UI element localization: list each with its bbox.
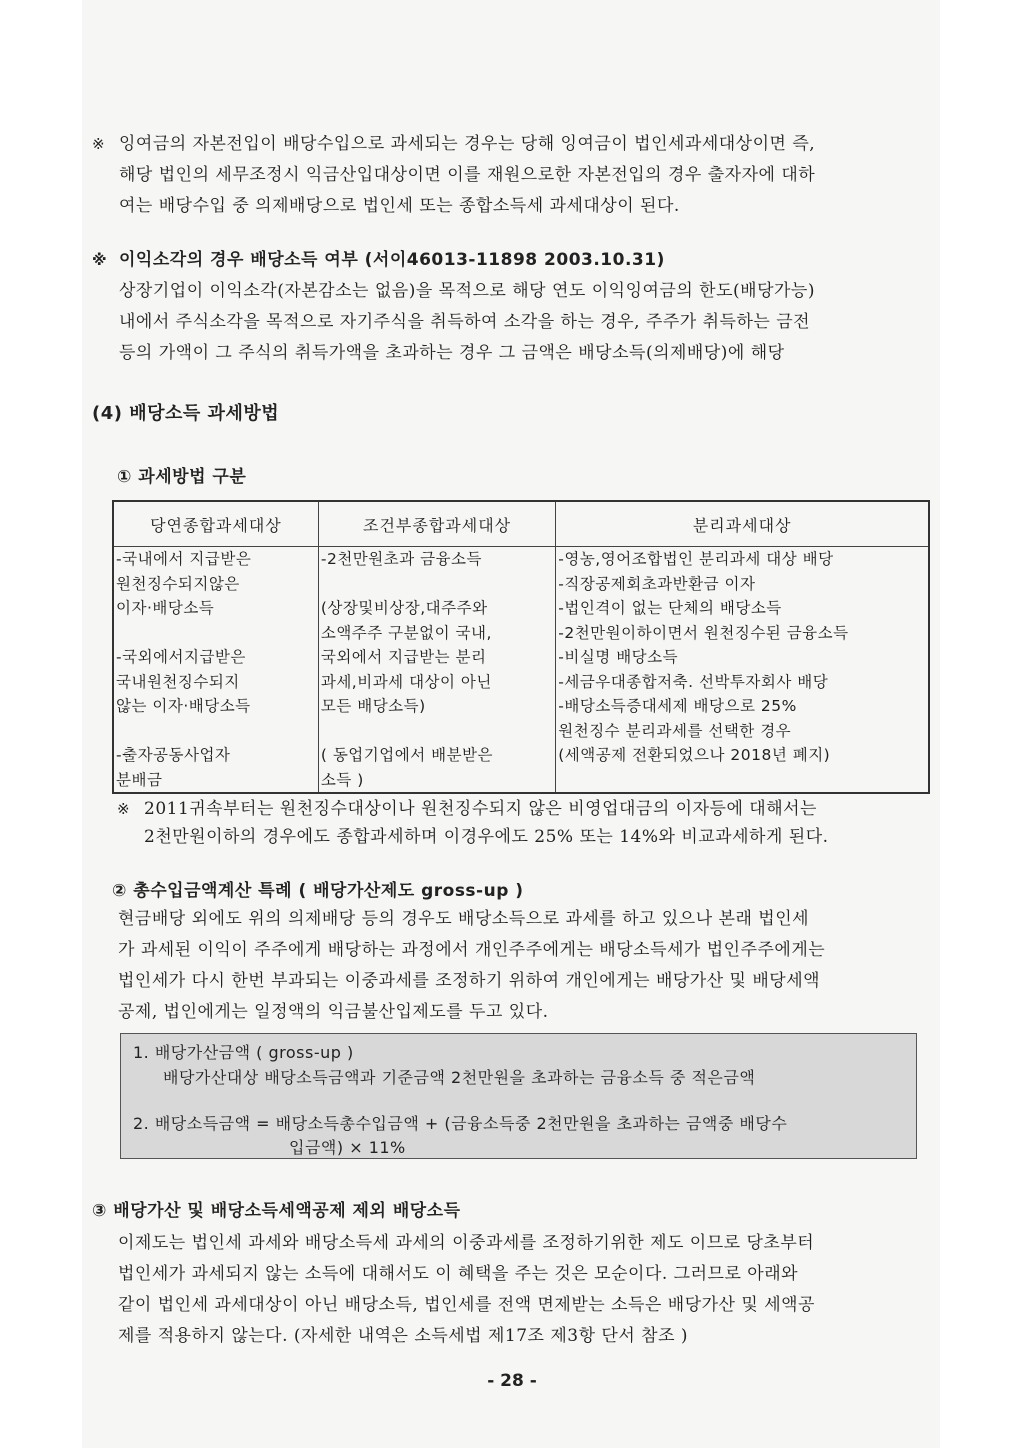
cell-line: 국내원천징수되지 [116, 672, 240, 691]
cell-line: -2천만원이하이면서 원천징수된 금융소득 [558, 623, 849, 642]
cell-line: (상장및비상장,대주주와 [320, 599, 488, 617]
exclusion-paragraph [118, 1228, 938, 1352]
note-line: 여는 배당수입 중 의제배당으로 법인세 또는 종합소득세 과세대상이 된다. [119, 196, 680, 216]
formula-box [120, 1033, 917, 1159]
table-header-cell: 당연종합과세대상 [113, 501, 318, 547]
note-line: 2천만원이하의 경우에도 종합과세하며 이경우에도 25% 또는 14%와 비교과세하게 된다. [144, 827, 829, 847]
paragraph-line: 공제, 법인에게는 일정액의 익금불산입제도를 두고 있다. [118, 1002, 549, 1022]
cell-line: 국외에서 지급받는 분리 [320, 648, 487, 666]
table-header-row [113, 501, 929, 547]
cell-line: -배당소득증대세제 배당으로 25% [558, 697, 797, 715]
cell-line [116, 719, 316, 744]
note-title: 이익소각의 경우 배당소득 여부 (서이46013-11898 2003.10.31) [119, 250, 665, 270]
cell-line: 않는 이자·배당소득 [116, 697, 251, 715]
cell-line [558, 768, 926, 793]
note-line: 내에서 주식소각을 목적으로 자기주식을 취득하여 소각을 하는 경우, 주주가 취득하는 금전 [119, 312, 811, 332]
cell-line: (세액공제 전환되었으나 2018년 폐지) [558, 746, 831, 764]
cell-line: -비실명 배당소득 [558, 648, 679, 666]
taxation-method-table [112, 500, 930, 794]
formula-line: 배당가산대상 배당소득금액과 기준금액 2천만원을 초과하는 금융소득 중 적은금액 [163, 1068, 756, 1087]
note-line: 등의 가액이 그 주식의 취득가액을 초과하는 경우 그 금액은 배당소득(의제배당)에 해당 [119, 343, 785, 363]
note-2011-attribution [117, 795, 937, 851]
cell-line: 이자·배당소득 [116, 599, 215, 617]
cell-line: 과세,비과세 대상이 아닌 [320, 672, 492, 691]
paragraph-line: 제를 적용하지 않는다. (자세한 내역은 소득세법 제17조 제3항 단서 참조 ) [118, 1326, 689, 1346]
paragraph-line: 법인세가 다시 한번 부과되는 이중과세를 조정하기 위하여 개인에게는 배당가산 및 배당세액 [118, 971, 821, 991]
cell-line: -2천만원초과 금융소득 [320, 550, 482, 568]
paragraph-line: 법인세가 과세되지 않는 소득에 대해서도 이 혜택을 주는 것은 모순이다. 그러므로 아래와 [118, 1264, 799, 1284]
cell-line [321, 719, 553, 744]
note-line: 해당 법인의 세무조정시 익금산입대상이면 이를 재원으로한 자본전입의 경우 출자자에 대하 [119, 165, 816, 185]
subsection-heading [112, 876, 962, 901]
reference-mark-icon: ※ [92, 135, 106, 153]
section-heading [92, 399, 942, 425]
subsection-heading [92, 1196, 942, 1221]
note-retained-earnings [92, 129, 942, 222]
paragraph-line: 이제도는 법인세 과세와 배당소득세 과세의 이중과세를 조정하기위한 제도 이므로 당초부터 [118, 1233, 815, 1253]
table-cell-separate [556, 547, 929, 794]
table-header-cell: 분리과세대상 [556, 501, 929, 547]
cell-line: 분배금 [116, 770, 163, 789]
note-line: 상장기업이 이익소각(자본감소는 없음)을 목적으로 해당 연도 이익잉여금의 한도(배당가능) [119, 281, 815, 301]
cell-line: 모든 배당소득) [320, 697, 426, 715]
cell-line [116, 621, 316, 646]
table-row [113, 547, 929, 794]
cell-line: 소득 ) [320, 770, 364, 789]
note-line: 잉여금의 자본전입이 배당수입으로 과세되는 경우는 당해 잉여금이 법인세과세대상이면 즉, [119, 134, 816, 154]
paragraph-line: 현금배당 외에도 위의 의제배당 등의 경우도 배당소득으로 과세를 하고 있으나 본래 법인세 [118, 909, 810, 929]
subsection-title: ② 총수입금액계산 특례 ( 배당가산제도 gross-up ) [112, 881, 524, 901]
formula-line: 1. 배당가산금액 ( gross-up ) [133, 1043, 354, 1062]
cell-line: -영농,영어조합법인 분리과세 대상 배당 [558, 550, 834, 568]
reference-mark-icon: ※ [92, 251, 108, 269]
page-number: - 28 - [487, 1371, 537, 1391]
gross-up-paragraph [118, 904, 938, 1028]
table-cell-mandatory [113, 547, 318, 794]
cell-line: ( 동업기업에서 배분받은 [320, 746, 493, 764]
cell-line: -출자공동사업자 [116, 746, 231, 764]
section-title: (4) 배당소득 과세방법 [92, 403, 280, 424]
cell-line: -국내에서 지급받은 [116, 550, 252, 568]
table-cell-conditional [318, 547, 555, 794]
note-profit-retirement [92, 245, 942, 369]
paragraph-line: 가 과세된 이익이 주주에게 배당하는 과정에서 개인주주에게는 배당소득세가 법인주주에게는 [118, 940, 826, 960]
paragraph-line: 같이 법인세 과세대상이 아닌 배당소득, 법인세를 전액 면제받는 소득은 배당가산 및 세액공 [118, 1295, 815, 1315]
formula-line: 2. 배당소득금액 = 배당소득총수입금액 + (금융소득중 2천만원을 초과하는 금액중 배당수 [133, 1114, 788, 1133]
cell-line [321, 572, 553, 597]
note-line: 2011귀속부터는 원천징수대상이나 원천징수되지 않은 비영업대금의 이자등에 대해서는 [144, 799, 817, 819]
cell-line: 원천징수되지않은 [116, 574, 240, 593]
subsection-heading [117, 462, 967, 487]
cell-line: 소액주주 구분없이 국내, [320, 623, 492, 642]
subsection-title: ① 과세방법 구분 [117, 467, 247, 487]
formula-line: 입금액) × 11% [289, 1138, 406, 1157]
table-header-cell: 조건부종합과세대상 [318, 501, 555, 547]
reference-mark-icon: ※ [117, 800, 131, 818]
cell-line: -직장공제회초과반환금 이자 [558, 574, 756, 593]
subsection-title: ③ 배당가산 및 배당소득세액공제 제외 배당소득 [92, 1201, 461, 1221]
cell-line: -세금우대종합저축. 선박투자회사 배당 [558, 672, 829, 691]
cell-line: -국외에서지급받은 [116, 648, 246, 666]
cell-line: 원천징수 분리과세를 선택한 경우 [558, 721, 792, 740]
cell-line: -법인격이 없는 단체의 배당소득 [558, 599, 782, 617]
